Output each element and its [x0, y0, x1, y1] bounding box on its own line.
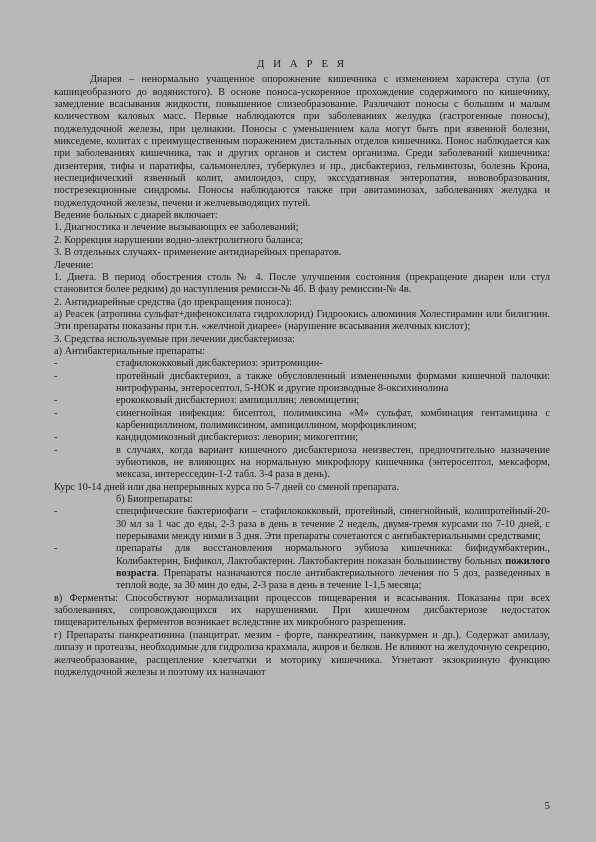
dash-marker: - — [54, 370, 58, 382]
lechenie-item-1: 1. Диета. В период обострения столь № 4. После улучшения состояния (прекращение диареи или стул становится более редким) до наступления ремисси-№ 4б. В фазу ремиссии-№ 4в. — [54, 271, 550, 296]
antibacterial-item — [54, 358, 550, 370]
antibacterial-item-text: стафилококковый дисбактериоз: эритромицин- — [116, 358, 323, 370]
vedenie-item-3: 3. В отдельных случаях- применение антидиарейных препаратов. — [54, 247, 342, 259]
bio-item-text-start: препараты для восстановления нормального эубиоза кишечника: бифидумбактерин., Колибактерин, Бификол, Лактобактерин. Лактобактерин показан большинству больных — [116, 543, 550, 567]
antibacterial-item — [54, 432, 550, 444]
antibacterial-item-text: ерококковый дисбактериоз: ампициллин; левомицетин; — [116, 395, 360, 407]
antibacterial-item — [54, 408, 550, 433]
pancreatin-paragraph: г) Препараты панкреатинина (панцитрат. мезим - форте, панкреатиин, панкурмен и др.). Содержат амилазу, липазу и протеазы, необходимые для гидролиза крахмала, жиров и белков. Не влияют на желудочную секрецию, желчеобразование, расщепление клетчатки и моторику кишечника. Угнетают экзокринную функцию поджелудочной железы и поэтому их назначают — [54, 629, 550, 678]
antibacterial-item-text: кандидомикозный дисбактериоз: леворин; микогептин; — [116, 432, 359, 444]
bio-item-text: специфические бактериофаги – стафилококковый, протейный, синегнойный, колипротейный-20-30 мл за 1 час до еды, 2-3 раза в день в течение 2 недель, двумя-тремя курсами по 7-10 дней, с перерывами между ними в 3 дня. Эти препараты сочетаются с антибактериальными средствами; — [116, 506, 550, 543]
page-number: 5 — [544, 800, 550, 812]
dash-marker: - — [54, 358, 58, 370]
dash-marker: - — [54, 506, 58, 518]
vedenie-heading: Ведение больных с диарей включает: — [54, 210, 218, 222]
lechenie-item-2a: а) Реасек (атропина сульфат+дифеноксилата гидрохлорид) Гидроокись алюминия Холестирамин или билигнин. Эти препараты показаны при т.н. «желчной диарее» (нарушение всасывания желчных кислот); — [54, 308, 550, 333]
vedenie-item-1: 1. Диагностика и лечение вызывающих ее заболеваний; — [54, 222, 299, 234]
antibacterial-heading: а) Антибактериальные препараты: — [54, 345, 206, 357]
antibacterial-item — [54, 445, 550, 482]
bio-item-text-end: . Препараты назначаются после антибактериального лечения по 5 доз, разведенных в теплой воде, за 30 мин до еды, 2-3 раза в день в течение 1-1,5 месяца; — [116, 568, 550, 592]
dash-marker: - — [54, 395, 58, 407]
lechenie-item-3: 3. Средства используемые при лечении дисбактериоза: — [54, 333, 295, 345]
lechenie-item-2: 2. Антидиарейные средства (до прекращения поноса): — [54, 296, 293, 308]
intro-paragraph: Диарея – ненормально учащенное опорожнение кишечника с изменением характера стула (от кашицеобразного до водянистого). В основе поноса-ускоренное прохождение содержимого по кишечнику, замедление всасывания жидкости, повышенное слизеобразование. Различают поносы с большим и малым количеством каловых масс. Первые наблюдаются при заболеваниях желудка (гастрогенные поносы), поджелудочной железы, при целиакии. Поносы с уменьшением кала могут быть при язвенной болезни, микседеме, колитах с преимущественным поражением дистальных отделов кишечника. Понос наблюдается как при заболеваниях кишечника, так и других органов и систем организма. Среди заболеваний кишечника: дизентерия, тифы и паратифы, сальмонеллез, туберкулез и пр., дисбактериоз, гельминтозы, болезнь Крона, неспецифический язвенный колит, амилоидоз, спру, экссудативная энтеропатия, нововобразования, пострезекционные синдромы. Поносы наблюдаются также при авитаминозах, заболеваниях желудка и поджелудочной железы, печени и желчевыводящих путей. — [54, 74, 550, 209]
dash-marker: - — [54, 543, 58, 555]
antibacterial-item-text: синегнойная инфекция: бисептол, полимиксина «М» сульфат, комбинация гентамицина с карбенициллином, полимиксином, ампициллином, морфоциклином; — [116, 407, 550, 431]
dash-marker: - — [54, 444, 58, 456]
course-line: Курс 10-14 дней или два непрерывных курса по 5-7 дней со сменой препарата. — [54, 481, 399, 493]
vedenie-item-2: 2. Коррекция нарушении водно-электролитного баланса; — [54, 234, 304, 246]
bio-item-text — [116, 543, 550, 592]
bio-item — [54, 543, 550, 592]
dash-marker: - — [54, 407, 58, 419]
bold-emphasis: пожилого возраста — [116, 555, 550, 580]
antibacterial-item — [54, 371, 550, 396]
enzymes-paragraph: в) Ферменты: Способствуют нормализации процессов пищеварения и всасывания. Показаны при всех заболеваниях, сопровождающихся их нарушениями. При кишечном дисбактериозе недостаток пищеварительных ферментов возникает вследствие их микробного разрешения. — [54, 592, 550, 629]
antibacterial-item — [54, 395, 550, 407]
bio-heading: б) Биопрепараты: — [116, 494, 193, 506]
page-title: Д И А Р Е Я — [256, 58, 348, 70]
antibacterial-item-text: протейный дисбактериоз, а также обусловленный измененными формами кишечной палочки: нитрофураны, энтеросептол, 5-НОК и другие производные 8-оксихинолина — [116, 370, 550, 394]
dash-marker: - — [54, 432, 58, 444]
lechenie-heading: Лечение: — [54, 259, 94, 271]
antibacterial-item-text: в случаях, когда вариант кишечного дисбактериоза неизвестен, предпочтительно назначение эубиотиков, не влияющих на нормальную микрофлору кишечника (энтеросептол, мексаформ, мексаза, интересседин-1-2 табл. 3-4 раза в день). — [116, 444, 550, 481]
bio-item — [54, 506, 550, 543]
